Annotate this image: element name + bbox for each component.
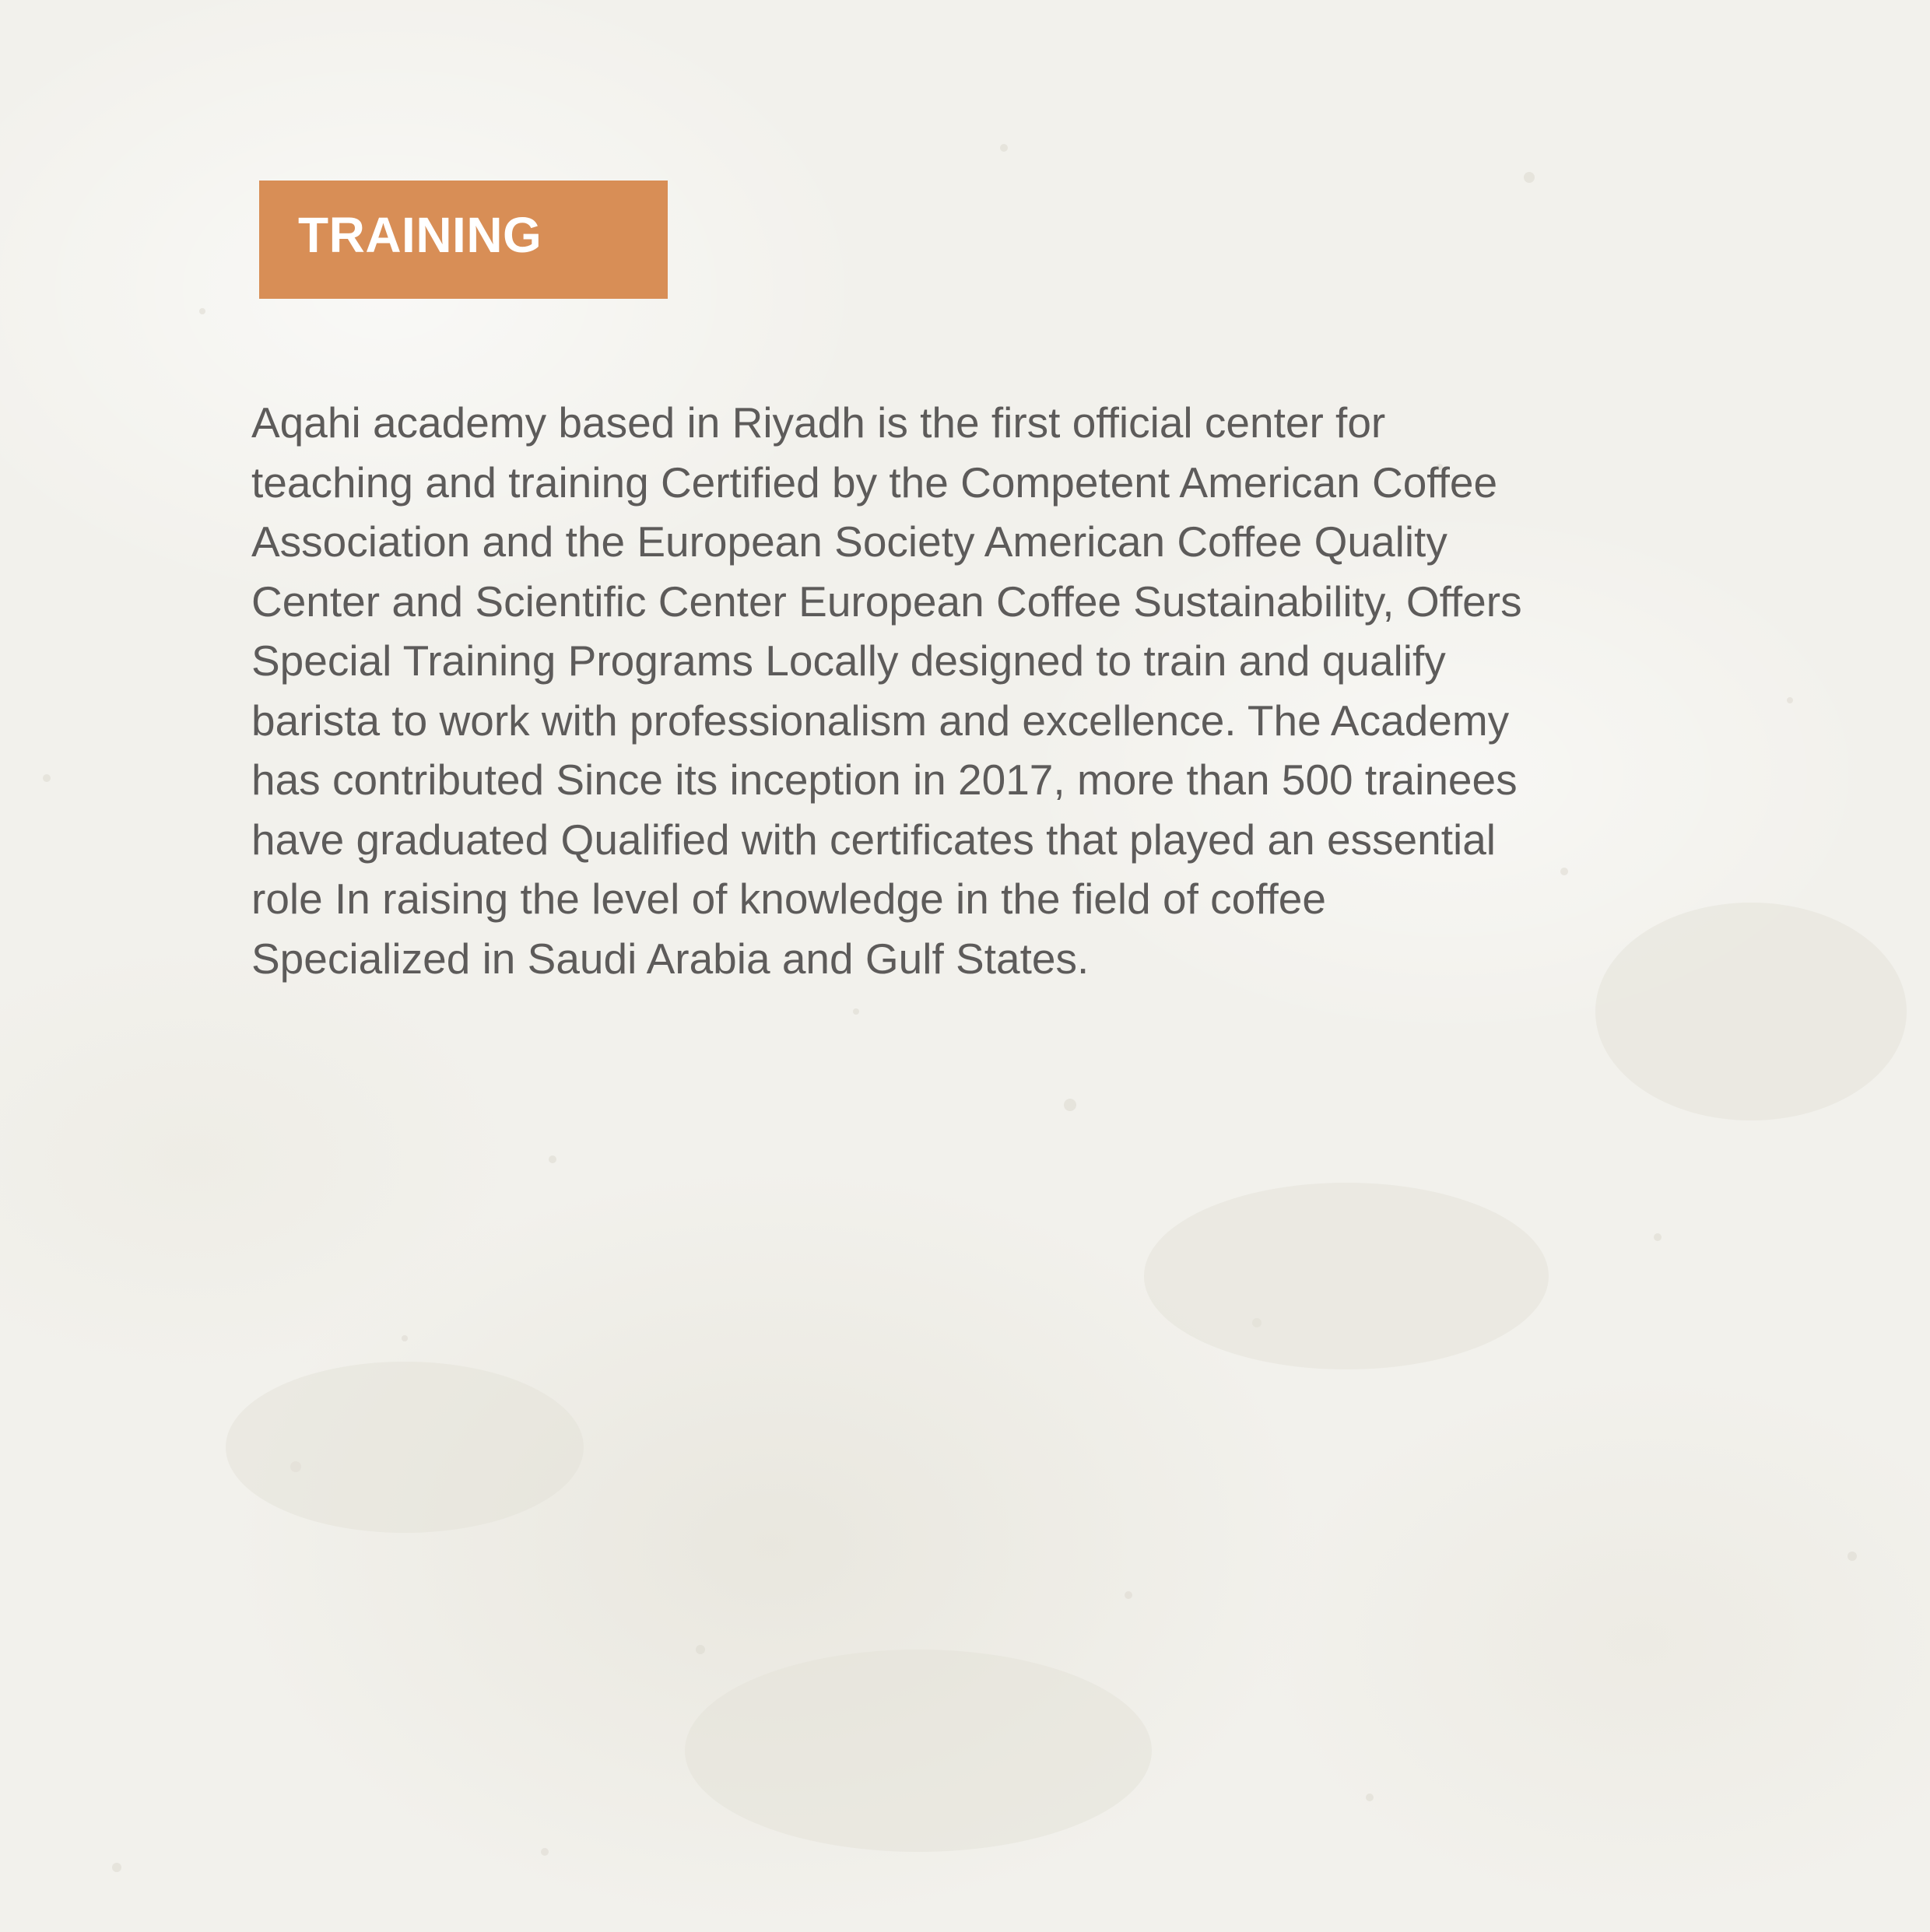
body-line: Association and the European Society American Coffee Quality [251,517,1448,566]
section-heading-box [259,181,668,299]
body-paragraph [251,393,1730,988]
body-line: Center and Scientific Center European Coffee Sustainability, Offers [251,577,1522,626]
body-line: Specialized in Saudi Arabia and Gulf States. [251,934,1090,983]
body-line: barista to work with professionalism and excellence. The Academy [251,696,1510,745]
body-line: Aqahi academy based in Riyadh is the first official center for [251,398,1386,447]
body-line: have graduated Qualified with certificates that played an essential [251,815,1497,864]
body-line: Special Training Programs Locally designed to train and qualify [251,636,1446,685]
body-line: role In raising the level of knowledge in the field of coffee [251,875,1326,923]
body-line: has contributed Since its inception in 2017, more than 500 trainees [251,756,1518,804]
section-heading: TRAINING [298,207,542,263]
body-line: teaching and training Certified by the Competent American Coffee [251,458,1498,507]
